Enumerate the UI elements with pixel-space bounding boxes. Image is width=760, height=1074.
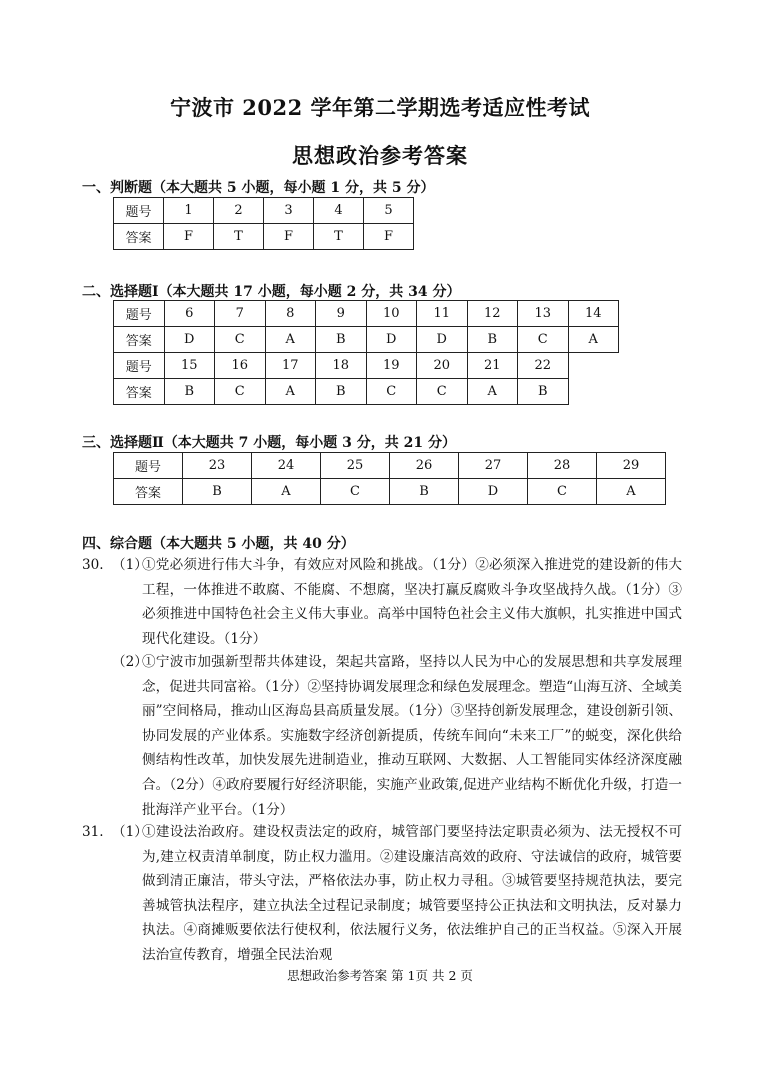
empty-cell [568,353,619,379]
question-30-part-1 [82,553,682,651]
question-number: 11 [417,301,468,327]
answer-text: ①宁波市加强新型帮共体建设，架起共富路，坚持以人民为中心的发展思想和共享发展理念，促进共同富裕。（1分）②坚持协调发展理念和绿色发展理念。塑造“山海互济、全域美丽”空间格局，推动山区海岛县高质量发展。（1分）③坚持创新发展理念，建设创新引领、协同发展的产业体系。实施数字经济创新提质，传统车间向“未来工厂”的蜕变，深化供给侧结构性改革，加快发展先进制造业，推动互联网、大数据、人工智能同实体经济深度融合。（2分）④政府要履行好经济职能，实施产业政策,促进产业结构不断优化升级，打造一批海洋产业平台。（1分） [142,654,682,818]
answer-cell: B [316,379,367,405]
answer-text: ①建设法治政府。建设权责法定的政府，城管部门要坚持法定职责必须为、法无授权不可为,建立权责清单制度，防止权力滥用。②建设廉洁高效的政府、守法诚信的政府，城管要做到清正廉洁，带头守法，严格依法办事，防止权力寻租。③城管要坚持规范执法，要完善城管执法程序，建立执法全过程记录制度；城管要坚持公正执法和文明执法，反对暴力执法。④商摊贩要依法行使权利，依法履行义务，依法维护自己的正当权益。⑤深入开展法治宣传教育，增强全民法治观 [142,824,682,963]
question-number: 23 [183,453,252,479]
table-row [114,453,666,479]
answer-cell: B [316,327,367,353]
answer-cell: B [467,327,518,353]
answer-cell: C [321,479,390,505]
section-heading-judgment: 一、判断题（本大题共 5 小题，每小题 1 分，共 5 分） [82,180,435,196]
question-30-part-2 [112,650,682,822]
answer-cell: A [467,379,518,405]
question-number: 5 [364,198,414,224]
answer-paragraph [82,820,682,968]
table-row [114,327,619,353]
section-heading-comprehensive: 四、综合题（本大题共 5 小题，共 40 分） [82,536,355,552]
question-number: 13 [518,301,569,327]
answer-cell: D [366,327,417,353]
question-number: 3 [264,198,314,224]
row-label: 答案 [114,479,183,505]
question-number: 8 [265,301,316,327]
row-label: 答案 [114,327,165,353]
question-number: 19 [366,353,417,379]
question-number: 6 [164,301,215,327]
page-footer: 思想政治参考答案 第 1页 共 2 页 [287,968,473,983]
row-label: 题号 [114,353,165,379]
question-number: 1 [164,198,214,224]
question-number: 25 [321,453,390,479]
question-number: 15 [164,353,215,379]
answer-cell: A [265,379,316,405]
row-label: 题号 [114,198,164,224]
question-number: 20 [417,353,468,379]
answer-cell: F [364,224,414,250]
question-number: 21 [467,353,518,379]
answer-cell: C [528,479,597,505]
choice-2-answer-table [113,452,666,505]
page-title: 宁波市 2022 学年第二学期选考适应性考试 [169,95,591,120]
question-number: 4 [314,198,364,224]
table-row [114,379,619,405]
answer-cell: D [164,327,215,353]
choice-1-answer-table [113,300,619,405]
answer-cell: B [183,479,252,505]
question-number: 18 [316,353,367,379]
answer-paragraph [82,553,682,651]
part-label: （1） [112,824,148,840]
question-number: 17 [265,353,316,379]
question-number: 31. [82,824,104,840]
row-label: 答案 [114,379,165,405]
answer-cell: B [164,379,215,405]
question-number: 30. [82,557,104,573]
question-number: 22 [518,353,569,379]
question-number: 16 [215,353,266,379]
empty-cell [568,379,619,405]
table-row [114,479,666,505]
answer-paragraph [112,650,682,822]
question-number: 24 [252,453,321,479]
answer-cell: C [366,379,417,405]
answer-cell: D [459,479,528,505]
section-heading-choice-1: 二、选择题Ⅰ（本大题共 17 小题，每小题 2 分，共 34 分） [82,284,461,300]
question-31-part-1 [82,820,682,968]
question-number: 7 [215,301,266,327]
answer-cell: C [417,379,468,405]
answer-cell: A [265,327,316,353]
question-number: 26 [390,453,459,479]
part-label: （1） [112,557,148,573]
row-label: 答案 [114,224,164,250]
answer-cell: A [252,479,321,505]
answer-text: ①党必须进行伟大斗争，有效应对风险和挑战。（1分）②必须深入推进党的建设新的伟大工程，一体推进不敢腐、不能腐、不想腐，坚决打赢反腐败斗争攻坚战持久战。（1分）③必须推进中国特色社会主义伟大事业。高举中国特色社会主义伟大旗帜，扎实推进中国式现代化建设。（1分） [142,557,682,647]
answer-cell: A [597,479,666,505]
answer-cell: B [390,479,459,505]
question-number: 14 [568,301,619,327]
question-number: 2 [214,198,264,224]
question-number: 27 [459,453,528,479]
question-number: 10 [366,301,417,327]
section-heading-choice-2: 三、选择题Ⅱ（本大题共 7 小题，每小题 3 分，共 21 分） [82,435,457,451]
table-row [114,301,619,327]
part-label: （2） [112,654,148,670]
question-number: 29 [597,453,666,479]
question-number: 9 [316,301,367,327]
answer-cell: F [164,224,214,250]
answer-cell: T [314,224,364,250]
judgment-answer-table [113,197,414,250]
question-number: 28 [528,453,597,479]
page-subtitle: 思想政治参考答案 [292,143,468,168]
answer-cell: A [568,327,619,353]
answer-cell: C [215,327,266,353]
table-row [114,198,414,224]
answer-cell: B [518,379,569,405]
table-row [114,353,619,379]
answer-cell: D [417,327,468,353]
answer-cell: T [214,224,264,250]
answer-cell: C [518,327,569,353]
answer-cell: C [215,379,266,405]
row-label: 题号 [114,301,165,327]
answer-cell: F [264,224,314,250]
row-label: 题号 [114,453,183,479]
question-number: 12 [467,301,518,327]
table-row [114,224,414,250]
